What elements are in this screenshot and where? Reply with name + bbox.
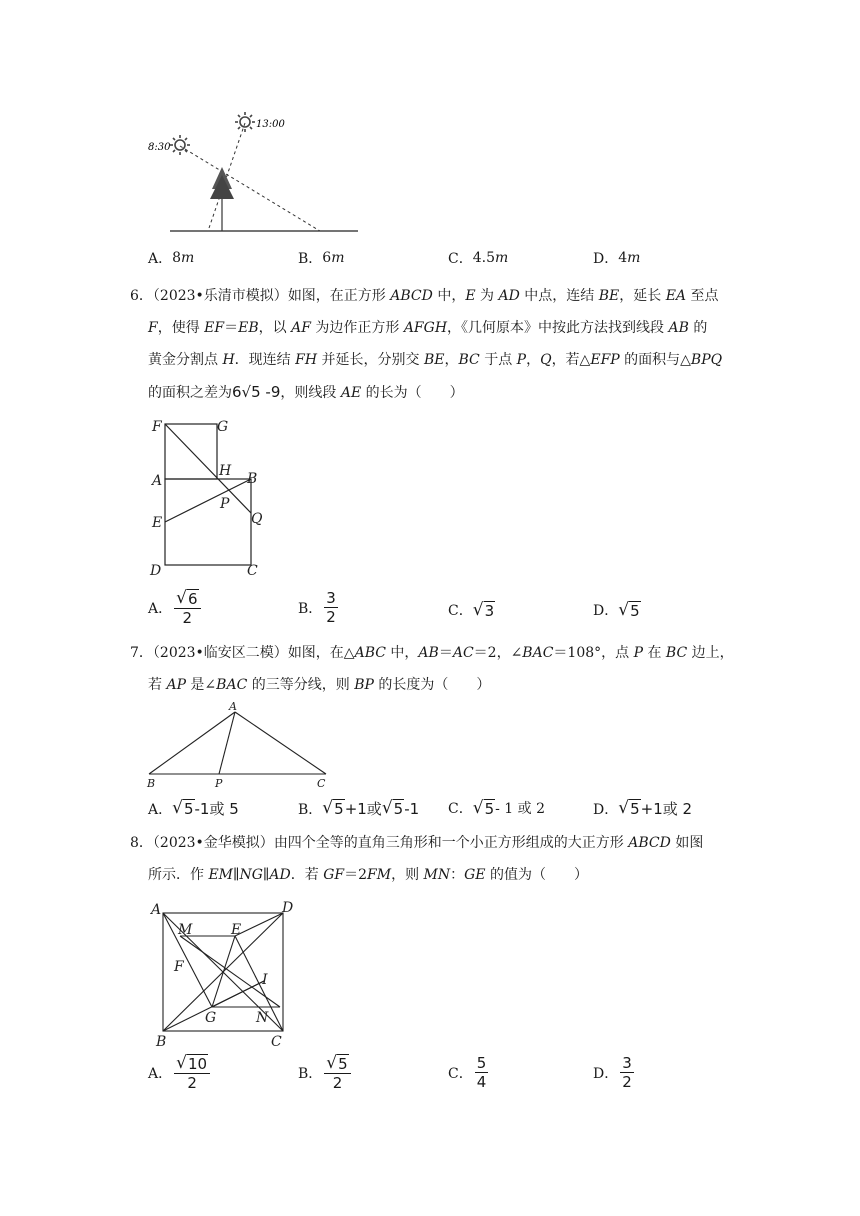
text-run: H — [222, 352, 235, 368]
text-run: ，延长 — [619, 288, 666, 304]
text-run: ABCD — [628, 835, 671, 851]
point-label-P: P — [215, 777, 223, 790]
text-run: EF — [204, 320, 225, 336]
text-run: 在 — [643, 645, 666, 661]
option-letter: B． — [298, 1066, 323, 1082]
text-run: 并延长，分别交 — [317, 352, 424, 368]
point-label-F: F — [152, 419, 162, 435]
numerator: 3 — [326, 589, 336, 607]
option-value: +1或 — [344, 800, 382, 818]
q8-square-figure — [145, 898, 305, 1048]
point-label-B: B — [247, 471, 258, 487]
text-run: BPQ — [690, 352, 723, 368]
point-label-E: E — [152, 515, 163, 531]
text-run: AB — [418, 645, 439, 661]
point-label-E: E — [231, 922, 242, 938]
option-value: 8 — [172, 250, 182, 266]
text-run: 为 — [475, 288, 499, 304]
q5-option-a[interactable] — [148, 248, 194, 268]
question-source: （2023•金华模拟） — [152, 835, 274, 851]
text-run: 是∠ — [185, 677, 217, 693]
q6-option-a[interactable] — [148, 589, 201, 627]
text-run: AB — [668, 320, 689, 336]
option-letter: A． — [148, 801, 173, 818]
point-label-B: B — [156, 1034, 167, 1048]
sqrt: √ 5 — [326, 1053, 348, 1073]
text-run: 若 — [148, 677, 167, 693]
point-label-N: N — [256, 1010, 269, 1026]
sun-icon — [170, 135, 190, 155]
option-letter: C． — [448, 1065, 473, 1082]
text-run: ，《几何原本》中按此方法找到线段 — [447, 320, 669, 336]
text-run: ＝ — [438, 645, 453, 661]
sqrt: √ 5 — [472, 797, 495, 818]
denominator: 2 — [622, 1073, 632, 1091]
point-label-G: G — [217, 419, 229, 435]
option-letter: C． — [448, 801, 473, 817]
text-run: F — [148, 320, 158, 336]
radicand: 5 — [630, 800, 640, 818]
option-value: 6 — [322, 250, 332, 266]
text-run: ＝ — [224, 320, 239, 336]
point-label-A: A — [152, 473, 163, 489]
option-letter: A． — [148, 1066, 173, 1082]
q6-line-4 — [148, 382, 738, 403]
text-run: 中， — [432, 288, 466, 304]
text-run: ，使得 — [157, 320, 205, 336]
text-run: ABCD — [390, 288, 433, 304]
option-value: - 1 或 2 — [495, 801, 546, 817]
text-run: GF — [323, 867, 345, 883]
q8-option-a[interactable] — [148, 1054, 210, 1092]
sun-tree-figure — [140, 105, 400, 240]
sqrt: √ 5 — [172, 798, 194, 818]
text-run: 的面积与△ — [619, 352, 691, 368]
q5-option-d[interactable] — [593, 248, 640, 268]
text-run: P — [633, 645, 644, 661]
text-run: AP — [166, 677, 186, 693]
point-label-Q: Q — [251, 511, 263, 527]
text-run: BAC — [522, 645, 554, 661]
text-run: ，则线段 — [280, 385, 341, 401]
point-label-M: M — [178, 922, 193, 938]
radicand: 3 — [484, 601, 495, 620]
text-run: ．现连结 — [234, 352, 296, 368]
point-label-A: A — [229, 700, 237, 713]
option-letter: A． — [148, 601, 173, 617]
text-run: 边上， — [687, 645, 734, 661]
text-run: EM — [208, 867, 234, 883]
q6-square-figure — [145, 415, 275, 583]
option-letter: D． — [593, 1065, 619, 1082]
text-run: 所示．作 — [148, 867, 209, 883]
text-run: BP — [354, 677, 374, 693]
q6-option-b[interactable] — [298, 589, 338, 626]
point-label-A: A — [151, 902, 162, 918]
text-run: ABC — [354, 645, 386, 661]
text-run: 的长为（ ） — [361, 385, 464, 401]
text-run: P — [516, 352, 527, 368]
text-run: AD — [269, 867, 291, 883]
text-run: ， — [526, 352, 541, 368]
sqrt: √ 5 — [381, 798, 404, 818]
point-label-H: H — [219, 463, 232, 479]
text-run: AD — [498, 288, 520, 304]
sqrt: √ 5 — [618, 798, 640, 818]
denominator: 2 — [187, 1074, 197, 1092]
question-number: 8． — [130, 835, 153, 851]
radicand: 10 — [187, 1055, 208, 1073]
text-run: BC — [665, 645, 688, 661]
q7-option-d[interactable] — [593, 798, 692, 819]
numerator: 3 — [622, 1054, 632, 1072]
q6-line-2 — [148, 318, 738, 338]
option-letter: B． — [298, 251, 323, 267]
text-run: EA — [665, 288, 687, 304]
fraction — [475, 1054, 489, 1091]
text-run: ＝2 — [344, 867, 368, 883]
text-run: ＝108°，点 — [553, 645, 634, 661]
denominator: 2 — [326, 608, 336, 626]
text-run: ， — [444, 352, 459, 368]
text-run: BE — [423, 352, 445, 368]
text-run: 至点 — [686, 288, 719, 304]
option-value: -1 — [404, 799, 420, 818]
option-letter: D． — [593, 603, 619, 619]
option-value: 4 — [618, 250, 628, 266]
sqrt: √ 5 — [322, 798, 344, 818]
text-run: 的三等分线，则 — [247, 677, 355, 693]
question-number: 6． — [130, 288, 153, 304]
text-run: 的 — [688, 320, 708, 336]
point-label-I: I — [262, 972, 268, 988]
text-run: GE — [464, 867, 486, 883]
q7-line-1 — [130, 643, 734, 663]
fraction — [620, 1054, 634, 1091]
sqrt: √ 6 — [176, 588, 198, 608]
q7-option-c[interactable] — [448, 798, 545, 818]
text-run: 中点，连结 — [519, 288, 599, 304]
q5-option-c[interactable] — [448, 248, 508, 268]
fraction — [324, 589, 338, 626]
sqrt: √ 3 — [472, 599, 495, 620]
option-letter: B． — [298, 801, 323, 818]
point-label-C: C — [271, 1034, 282, 1048]
option-unit: m — [494, 250, 509, 266]
denominator: 2 — [332, 1074, 343, 1092]
point-label-B: B — [147, 777, 156, 790]
q7-option-b[interactable] — [298, 798, 419, 819]
q8-line-2 — [148, 865, 738, 885]
time-label-0830: 8:30 — [148, 142, 171, 153]
q8-option-c[interactable] — [448, 1054, 488, 1091]
radicand: 5 — [183, 800, 194, 818]
text-run: FM — [367, 867, 392, 883]
text-run: 的面积之差为 — [148, 385, 232, 401]
math-expression: 6√5 -9 — [232, 383, 281, 401]
text-run: ∥ — [262, 867, 270, 883]
option-letter: B． — [298, 600, 323, 617]
point-label-D: D — [282, 900, 294, 916]
point-label-F: F — [174, 959, 184, 975]
point-label-D: D — [150, 563, 162, 579]
option-letter: C． — [448, 251, 473, 267]
text-run: BE — [598, 288, 620, 304]
text-run: Q — [540, 352, 552, 368]
sun-icon — [235, 112, 255, 132]
option-value: 4.5 — [472, 250, 495, 266]
q8-option-b[interactable] — [298, 1054, 351, 1092]
tree-icon — [210, 167, 234, 231]
text-run: 于点 — [479, 352, 517, 368]
question-source: （2023•临安区二模） — [152, 645, 288, 661]
radicand: 5 — [334, 800, 344, 818]
q6-line-1 — [130, 286, 720, 306]
text-run: AC — [452, 645, 474, 661]
question-source: （2023•乐清市模拟） — [152, 288, 288, 304]
text-run: ，则 — [391, 867, 424, 883]
radicand: 5 — [338, 1055, 348, 1073]
text-run: ．若 — [290, 867, 324, 883]
q6-line-3 — [148, 350, 738, 370]
q8-option-d[interactable] — [593, 1054, 634, 1091]
option-unit: m — [331, 250, 345, 266]
q7-triangle-figure — [140, 700, 340, 792]
question-number: 7． — [130, 645, 153, 661]
text-run: EB — [238, 320, 259, 336]
text-run: AF — [291, 320, 311, 336]
text-run: ，以 — [258, 320, 292, 336]
fraction — [174, 589, 200, 627]
text-run: 由四个全等的直角三角形和一个小正方形组成的大正方形 — [273, 835, 629, 851]
text-run: 的值为（ ） — [485, 867, 588, 883]
option-letter: D． — [593, 801, 619, 818]
option-value: +1或 2 — [640, 800, 693, 818]
sqrt: √ 5 — [618, 599, 640, 620]
denominator: 2 — [182, 609, 193, 627]
text-run: 黄金分割点 — [148, 352, 223, 368]
option-letter: A． — [148, 251, 173, 267]
point-label-P: P — [220, 496, 230, 512]
option-letter: C． — [448, 603, 473, 619]
text-run: 如图 — [670, 835, 704, 851]
point-label-G: G — [205, 1010, 217, 1026]
q6-option-d[interactable] — [593, 600, 641, 620]
q8-line-1 — [130, 833, 720, 853]
fraction — [174, 1054, 210, 1092]
text-run: 的长度为（ ） — [373, 677, 491, 693]
radicand: 5 — [393, 800, 404, 818]
text-run: EFP — [590, 352, 620, 368]
option-value: -1或 5 — [194, 800, 239, 818]
text-run: E — [465, 288, 476, 304]
q7-option-a[interactable] — [148, 798, 239, 819]
radicand: 6 — [187, 590, 198, 608]
numerator: 5 — [476, 1054, 487, 1072]
text-run: ： — [450, 867, 465, 883]
text-run: 如图，在正方形 — [287, 288, 391, 304]
text-run: 如图，在△ — [287, 645, 355, 661]
text-run: BC — [458, 352, 480, 368]
q5-option-b[interactable] — [298, 248, 345, 268]
radicand: 5 — [630, 601, 640, 620]
point-label-C: C — [317, 777, 326, 790]
text-run: MN — [423, 867, 451, 883]
option-unit: m — [627, 250, 641, 266]
option-unit: m — [181, 250, 195, 266]
text-run: AE — [340, 385, 362, 401]
text-run: NG — [239, 867, 263, 883]
option-letter: D． — [593, 251, 619, 267]
text-run: AFGH — [403, 320, 448, 336]
text-run: 中， — [385, 645, 419, 661]
fraction — [324, 1054, 350, 1092]
time-label-1300: 13:00 — [256, 119, 285, 130]
point-label-C: C — [247, 563, 258, 579]
radicand: 5 — [484, 799, 495, 818]
q6-option-c[interactable] — [448, 600, 495, 620]
text-run: BAC — [216, 677, 248, 693]
q7-line-2 — [148, 675, 738, 695]
text-run: ∥ — [233, 867, 240, 883]
text-run: ，若△ — [551, 352, 591, 368]
text-run: FH — [295, 352, 318, 368]
sqrt: √ 10 — [176, 1053, 208, 1073]
text-run: ＝2，∠ — [473, 645, 523, 661]
text-run: 为边作正方形 — [310, 320, 404, 336]
denominator: 4 — [476, 1073, 487, 1091]
